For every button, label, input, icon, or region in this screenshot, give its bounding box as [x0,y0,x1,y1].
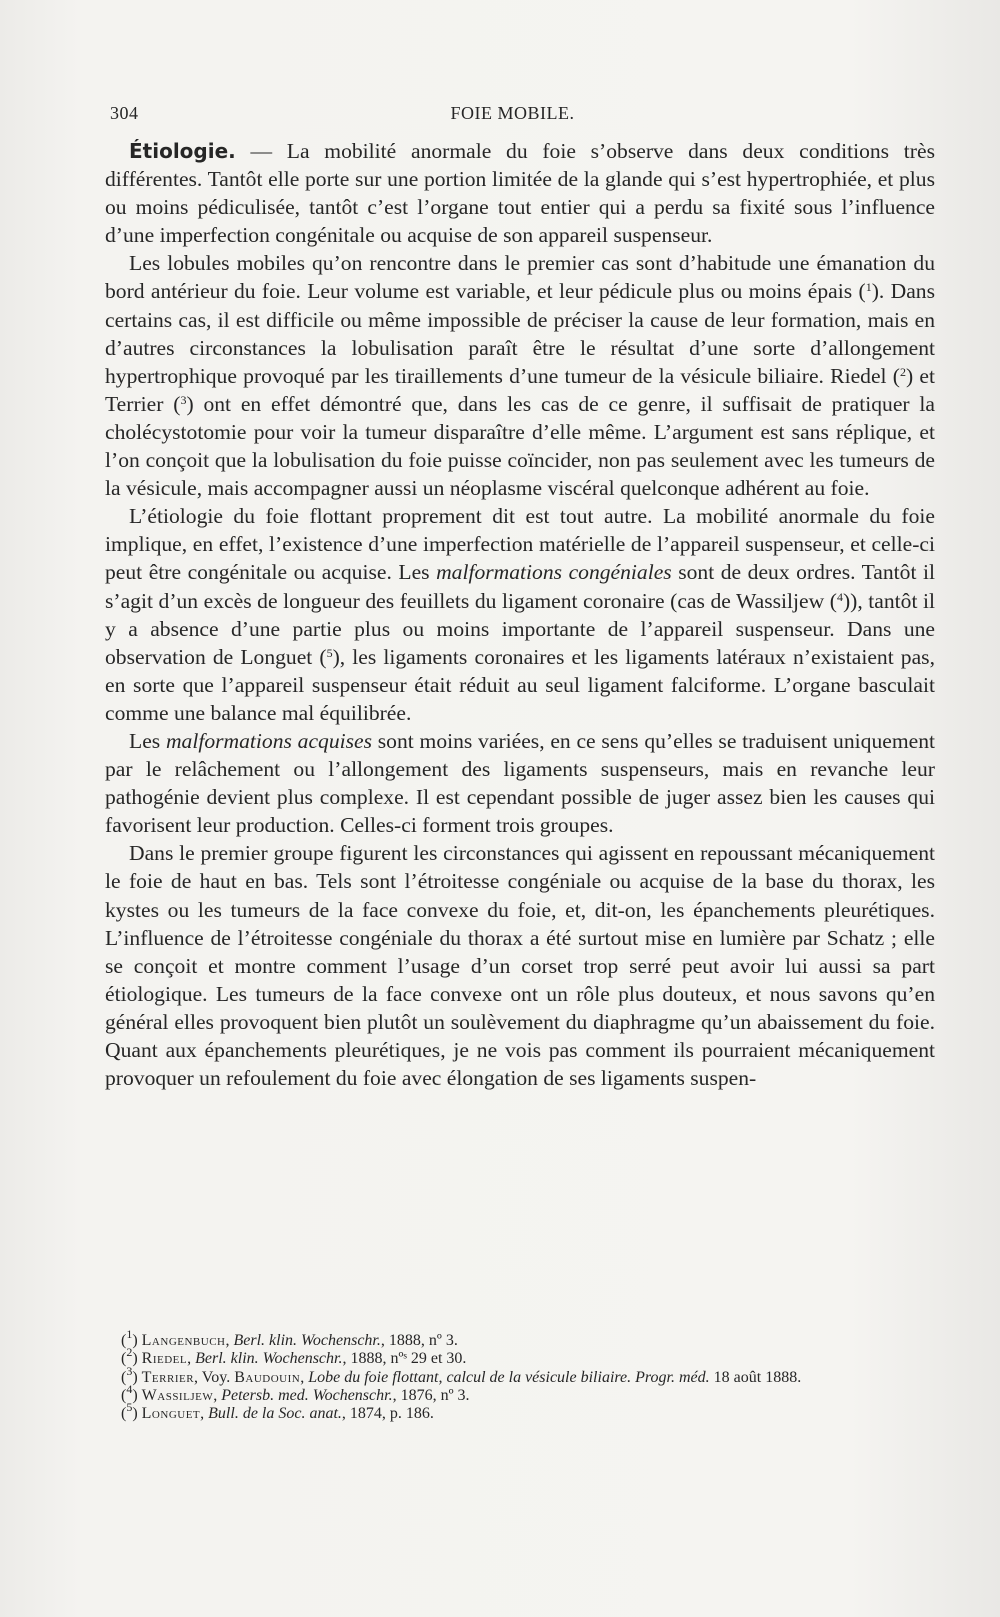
footnote-ref[interactable]: 2 [899,364,906,379]
footnote: ($^4$) Wassiljew, Petersb. med. Wochenschr., 1876, nº 3. [121,1381,470,1404]
footnote-ref[interactable]: 3 [180,392,187,407]
paragraph: Les malformations acquises sont moins variées, en ce sens qu’elles se traduisent uniquement par le relâchement ou l’allongement des ligaments suspenseurs, mais en revanche leur pathogénie devient plus complexe. Il est cependant possible de juger assez bien les causes qui favorisent leur production. Celles-ci forment trois groupes. [105,728,936,838]
page-number: 304 [110,103,139,123]
footnote-ref[interactable]: 5 [326,645,333,660]
footnote-ref[interactable]: 4 [836,589,843,604]
running-title: FOIE MOBILE. [450,103,575,123]
paragraph: Dans le premier groupe figurent les circonstances qui agissent en repoussant mécaniquement le foie de haut en bas. Tels sont l’étroitesse congéniale ou acquise de la base du thorax, les kystes ou les tumeurs de la face convexe du foie, et, dit-on, les épanchements pleurétiques. L’influence de l’étroitesse congéniale du thorax a été surtout mise en lumière par Schatz ; elle se conçoit et montre comment l’usage d’un corset trop serré peut avoir lui aussi sa part étiologique. Les tumeurs de la face convexe ont un rôle plus douteux, et nous savons qu’en général elles provoquent bien plutôt un soulèvement du diaphragme qu’un abaissement du foie. Quant aux épanchements pleurétiques, je ne vois pas comment ils pourraient mécaniquement provoquer un refoulement du foie avec élongation de ses ligaments suspen- [105,841,935,1091]
footnote: ($^3$) Terrier, Voy. Baudouin, Lobe du foie flottant, calcul de la vésicule biliaire. Progr. méd. 18 août 1888. [121,1363,802,1386]
footnote: ($^2$) Riedel, Berl. klin. Wochenschr., 1888, nºˢ 29 et 30. [121,1345,467,1368]
footnotes [105,1327,935,1423]
footnote: ($^1$) Langenbuch, Berl. klin. Wochenschr., 1888, nº 3. [121,1327,458,1349]
footnote-ref[interactable]: 1 [865,280,872,295]
running-head [110,103,915,131]
main-text [105,137,935,1092]
paragraph: L’étiologie du foie flottant proprement dit est tout autre. La mobilité anormale du foie implique, en effet, l’existence d’une imperfection matérielle de l’appareil suspenseur, et celle-ci peut être congénitale ou acquise. Les malformations congéniales sont de deux ordres. Tantôt il s’agit d’un excès de longueur des feuillets du ligament coronaire (cas de Wassiljew ($^4$)), tantôt il y a absence d’une partie plus ou moins importante de l’appareil suspenseur. Dans une observation de Longuet ($^5$), les ligaments coronaires et les ligaments latéraux n’existaient pas, en sorte que l’appareil suspenseur était réduit au seul ligament falciforme. L’organe basculait comme une balance mal équilibrée. [105,504,935,725]
footnote: ($^5$) Longuet, Bull. de la Soc. anat., 1874, p. 186. [121,1400,434,1423]
section-heading: Étiologie. [129,139,236,163]
paragraph: Étiologie. — La mobilité anormale du foie s’observe dans deux conditions très différentes. Tantôt elle porte sur une portion limitée de la glande qui s’est hypertrophiée, et plus ou moins pédiculisée, tantôt c’est l’organe tout entier qui a perdu sa fixité sous l’influence d’une imperfection congénitale ou acquise de son appareil suspenseur. [105,139,935,248]
paragraph: Les lobules mobiles qu’on rencontre dans le premier cas sont d’habitude une émanation du bord antérieur du foie. Leur volume est variable, et leur pédicule plus ou moins épais ($^1$). Dans certains cas, il est difficile ou même impossible de préciser la cause de leur formation, mais en d’autres circonstances la lobulisation paraît être le résultat d’une sorte d’allongement hypertrophique provoqué par les tiraillements d’une tumeur de la vésicule biliaire. Riedel ($^2$) et Terrier ($^3$) ont en effet démontré que, dans les cas de ce genre, il suffisait de pratiquer la cholécystotomie pour voir la tumeur disparaître d’elle même. L’argument est sans réplique, et l’on conçoit que la lobulisation du foie puisse coïncider, non pas seulement avec les tumeurs de la vésicule, mais accompagner aussi un néoplasme viscéral quelconque adhérent au foie. [105,251,936,501]
